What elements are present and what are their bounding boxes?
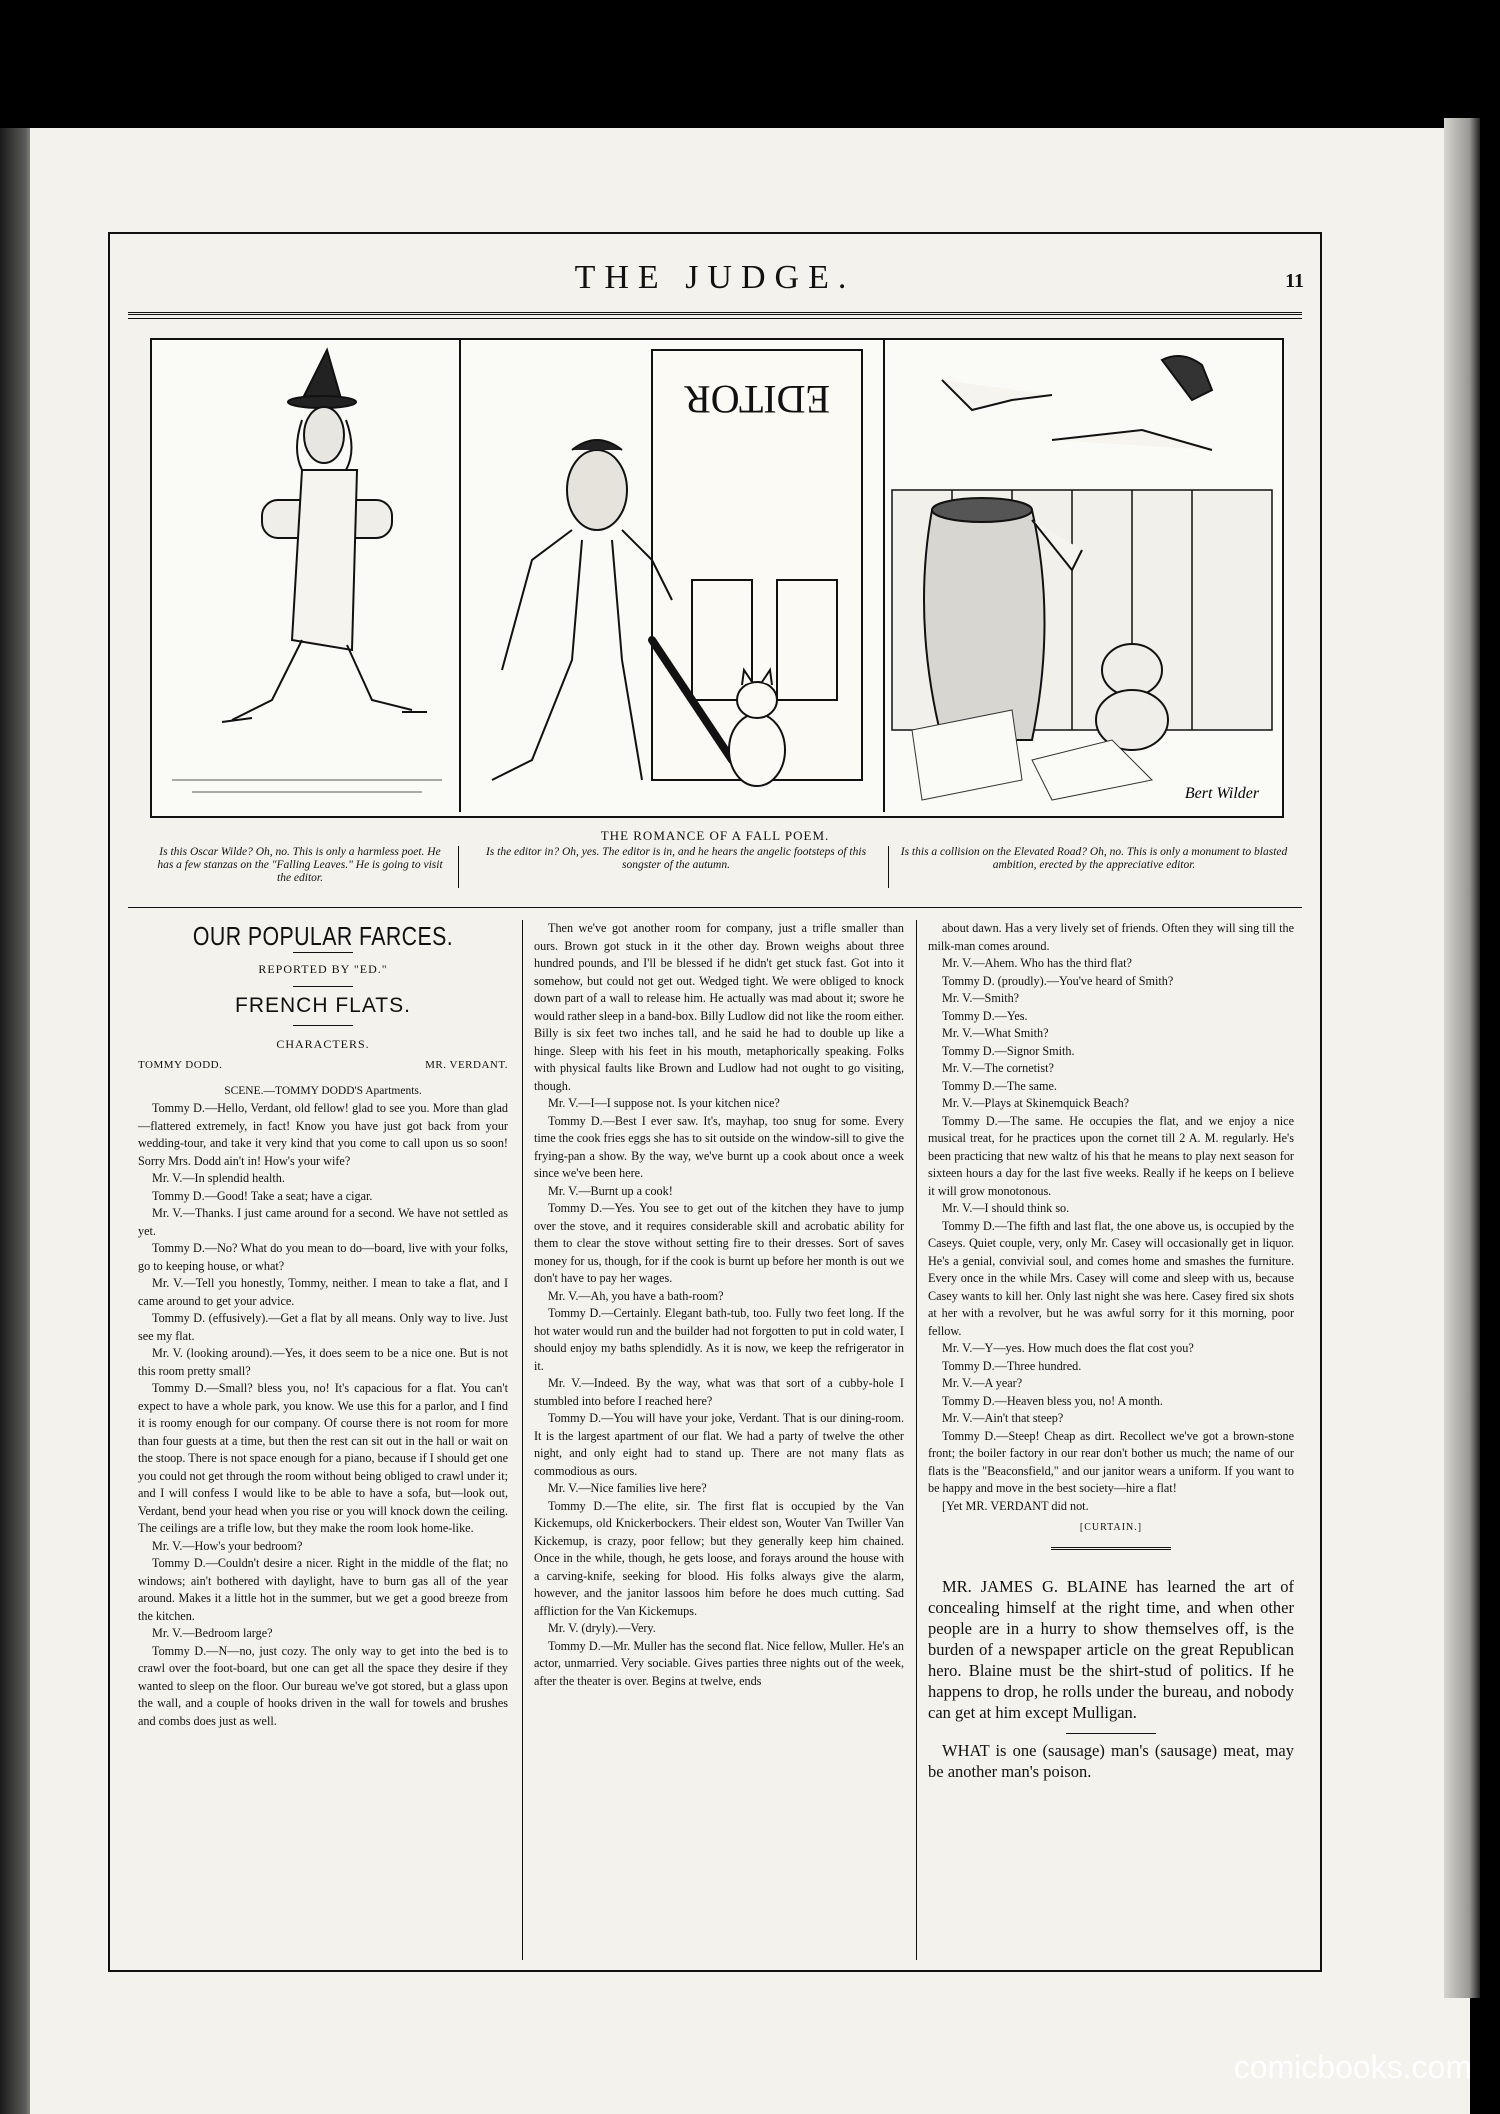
dialogue-line: Mr. V.—Ahem. Who has the third flat? [942, 956, 1132, 970]
door-sign: EDITOR [684, 377, 830, 422]
article-title: OUR POPULAR FARCES. [192, 921, 454, 951]
dialogue-line: [Yet MR. VERDANT did not. [942, 1498, 1089, 1513]
column-divider [916, 920, 917, 1960]
masthead: THE JUDGE. [574, 259, 856, 296]
dialogue-line: Mr. V.—Smith? [942, 991, 1020, 1005]
dialogue-line: Tommy D.—Best I ever saw. It's, mayhap, too snug for some. Every time the cook fries eggs she has to sit outside on the window-sill to give the frying-pan a show. By the way, we've burnt up a cook about once a week since we've been here. [534, 1113, 904, 1180]
artist-signature: Bert Wilder [1184, 785, 1260, 802]
dialogue-line: Tommy D.—The fifth and last flat, the one above us, is occupied by the Caseys. Quiet couple, very, only Mr. Casey will occasionally get in liquor. He's a genial, convivial soul, and comes home and smashes the furniture. Every once in the while Mrs. Casey will come and sleep with us, because Casey wants to kill her. Only last night she was here. Casey fired six shots at her with a revolver, but he was awful sorry for it this morning, poor fellow. [928, 1218, 1294, 1338]
dialogue-line: Mr. V.—Ah, you have a bath-room? [548, 1288, 724, 1303]
dialogue-line: Tommy D.—Three hundred. [942, 1358, 1082, 1373]
dialogue [928, 920, 1294, 1515]
ground-hatching [172, 780, 442, 792]
dialogue-line: Tommy D.—Steep! Cheap as dirt. Recollect we've got a brown-stone front; the boiler factory in our rear don't bother us much; the name of our flats is the "Beaconsfield," and our janitor wears a uniform. If you want to be happy and move in the best society—hire a flat! [928, 1428, 1294, 1495]
dialogue-line: Mr. V.—A year? [942, 1376, 1023, 1390]
caption-panel-1: Is this Oscar Wilde? Oh, no. This is only a harmless poet. He has a few stanzas on the "Falling Leaves." He is going to visit the editor. [157, 846, 443, 884]
dialogue-line: Tommy D.—The elite, sir. The first flat is occupied by the Van Kickemups, old Knickerbockers. Their eldest son, Wouter Van Twiller Van Kickemup, is crazy, poor fellow; but they generally keep him chained. Once in the while, though, he gets loose, and forays around the house with a carving-knife, seeking for blood. His folks always give the alarm, however, and the janitor lassoos him before he does much cutting. Sad affliction for the Van Kickemups. [534, 1498, 904, 1618]
dialogue-line: Mr. V.—What Smith? [942, 1026, 1049, 1040]
column-3 [928, 920, 1294, 1792]
caption-divider [888, 846, 889, 888]
dialogue-line: Tommy D.—The same. [942, 1078, 1057, 1093]
section-rule [128, 907, 1302, 908]
dialogue-line: Tommy D.—Small? bless you, no! It's capacious for a flat. You can't expect to have a whole park, you know. We use this for a parlor, and I find it is roomy enough for our company. Of course there is not room for more than four guests at a time, but then the rest can sit out in the hall or wait on the stoop. There is not space enough for a piano, because if I should get one you could not get through the room without being obliged to crawl under it; and I will confess I would like to be able to have a sofa, but—look out, Verdant, bend your head when you rise or you will knock down the ceiling. The ceilings are a trifle low, but they make the room look home-like. [138, 1381, 508, 1535]
dialogue-line: Mr. V.—Indeed. By the way, what was that sort of a cubby-hole I stumbled into before I reached here? [534, 1376, 904, 1408]
item-divider [1066, 1733, 1156, 1734]
dialogue-line: Tommy D.—Signor Smith. [942, 1043, 1075, 1058]
item-rule [1051, 1547, 1171, 1550]
dialogue-line: Tommy D.—Good! Take a seat; have a cigar. [152, 1188, 373, 1203]
dialogue-line: Mr. V.—I—I suppose not. Is your kitchen nice? [548, 1096, 780, 1110]
dialogue-line: Tommy D. (proudly).—You've heard of Smith? [942, 973, 1174, 988]
dialogue-line: Tommy D.—Yes. You see to get out of the kitchen they have to jump over the stove, and it requires considerable skill and acrobatic ability for them to clear the stove without setting fire to their dresses. Sort of saves money for us, though, for if the cook is burnt up before her month is out we don't have to pay her wages. [534, 1201, 904, 1285]
page-edge [1444, 118, 1480, 1998]
dialogue-line: Mr. V.—Nice families live here? [548, 1481, 707, 1495]
cast-list [138, 1057, 508, 1075]
dialogue-line: Mr. V.—Ain't that steep? [942, 1411, 1064, 1425]
cartoon-strip [150, 338, 1284, 818]
dialogue-line: Mr. V.—Burnt up a cook! [548, 1183, 673, 1198]
dialogue-line: Mr. V.—Plays at Skinemquick Beach? [942, 1096, 1130, 1110]
dialogue-line: Mr. V.—Bedroom large? [152, 1626, 273, 1640]
cartoon-illustration [152, 340, 1278, 812]
editorial-item: WHAT is one (sausage) man's (sausage) meat, may be another man's poison. [928, 1740, 1294, 1781]
dialogue-line: Mr. V.—In splendid health. [152, 1171, 285, 1185]
caption-panel-3: Is this a collision on the Elevated Road? Oh, no. This is only a monument to blasted ambition, erected by the appreciative editor. [900, 846, 1288, 871]
masthead-rule-thin [128, 318, 1302, 319]
column-1 [138, 920, 508, 1730]
dialogue-line: Tommy D.—Mr. Muller has the second flat. Nice fellow, Muller. He's an actor, unmarried. Very sociable. Gives parties three nights out of the week, after the theater is over. Begins at twelve, ends [534, 1638, 904, 1688]
dialogue-line: Tommy D.—Heaven bless you, no! A month. [942, 1393, 1163, 1408]
page-frame [108, 232, 1322, 1972]
dialogue-line: Tommy D.—Hello, Verdant, old fellow! glad to see you. More than glad—flattered extremely, in fact! Know you have just got back from your wedding-tour, and take it very kind that you come to call upon us so soon! Sorry Mrs. Dodd ain't in! How's your wife? [138, 1101, 508, 1168]
dialogue-line: Mr. V.—The cornetist? [942, 1061, 1054, 1075]
dialogue-line: Tommy D.—Couldn't desire a nicer. Right in the middle of the flat; no windows; ain't bothered with daylight, have to burn gas all of the year around. Makes it a little hot in the summer, but we get a good breeze from the kitchen. [138, 1556, 508, 1623]
dialogue-line: about dawn. Has a very lively set of friends. Often they will sing till the milk-man comes around. [928, 921, 1294, 953]
title-rule [293, 952, 353, 953]
dialogue-line: Tommy D.—Certainly. Elegant bath-tub, too. Fully two feet long. If the hot water would run and the builder had not forgotten to put in cold water, I should enjoy my baths splendidly. As it is now, we keep the refrigerator in it. [534, 1306, 904, 1373]
dialogue-line: Tommy D.—No? What do you mean to do—board, live with your folks, go to keeping house, or what? [138, 1241, 508, 1273]
dialogue-line: Mr. V. (looking around).—Yes, it does seem to be a nice one. But is not this room pretty small? [138, 1346, 508, 1378]
cast-member: TOMMY DODD. [138, 1059, 223, 1071]
curtain-note: [CURTAIN.] [1079, 1522, 1143, 1533]
dialogue-line: Mr. V.—How's your bedroom? [152, 1538, 303, 1553]
byline: REPORTED BY "ED." [258, 961, 388, 976]
scene-line: SCENE.—TOMMY DODD'S Apartments. [224, 1084, 422, 1097]
editorial-items [928, 1576, 1294, 1782]
dialogue-line: Mr. V. (dryly).—Very. [548, 1621, 656, 1635]
site-watermark: comicbooks.com [1233, 2049, 1472, 2085]
characters-heading: CHARACTERS. [276, 1036, 370, 1051]
cartoon-title: THE ROMANCE OF A FALL POEM. [600, 828, 830, 843]
dialogue [138, 1100, 508, 1730]
play-title: FRENCH FLATS. [235, 994, 411, 1017]
play-title-rule [293, 1025, 353, 1026]
editorial-item: MR. JAMES G. BLAINE has learned the art of concealing himself at the right time, and when other people are in a hurry to show themselves off, is the burden of a newspaper article on the great Republican hero. Blaine must be the shirt-stud of politics. If he happens to drop, he rolls under the bureau, and nobody can get at him except Mulligan. [928, 1576, 1294, 1722]
barrel [924, 498, 1045, 740]
dialogue-line: Mr. V.—I should think so. [942, 1201, 1070, 1215]
cast-member: MR. VERDANT. [425, 1059, 508, 1071]
column-divider [522, 920, 523, 1960]
dialogue-line: Tommy D.—You will have your joke, Verdant. That is our dining-room. It is the largest apartment of our flat. We had a party of twelve the other night, and only eight had to stand up. There are not many flats as commodious as ours. [534, 1411, 904, 1478]
dialogue-line: Mr. V.—Tell you honestly, Tommy, neither. I mean to take a flat, and I came around to get your advice. [138, 1276, 508, 1308]
dialogue-line: Tommy D.—N—no, just cozy. The only way to get into the bed is to crawl over the foot-board, but one can get all the space they desire if they wanted to sleep on the floor. Our bureau we've got stored, but a glass upon the wall, and a couple of hooks driven in the wall for towels and brushes and combs does just as well. [138, 1643, 508, 1728]
caption-panel-2: Is the editor in? Oh, yes. The editor is in, and he hears the angelic footsteps of this songster of the autumn. [485, 846, 867, 871]
page-number: 11 [1285, 270, 1304, 292]
dialogue-line: Mr. V.—Thanks. I just came around for a second. We have not settled as yet. [138, 1206, 508, 1238]
byline-rule [293, 986, 353, 987]
caption-divider [458, 846, 459, 888]
masthead-rule [128, 312, 1302, 315]
column-2 [534, 920, 904, 1690]
dialogue-line: Then we've got another room for company, just a trifle smaller than ours. Brown got stuck in it the other day. Brown weighs about three hundred pounds, and I'll be blessed if he didn't get stuck fast. Got into it somehow, but could not get out. Wedged tight. We were obliged to knock down part of a wall to release him. He actually was mad about it; swore he would rather sleep in a band-box. Billy Ludlow did not like the room either. Billy is six feet two inches tall, and he said he had to double up like a hinge. Sleep with his feet in his mouth, metaphorically speaking. Folks with physical faults like Brown and Ludlow had not ought to go visiting, though. [534, 921, 904, 1093]
poet-figure [222, 350, 427, 722]
dialogue-line: Tommy D.—Yes. [942, 1008, 1028, 1023]
dialogue-line: Mr. V.—Y—yes. How much does the flat cost you? [942, 1341, 1194, 1355]
dialogue [534, 920, 904, 1690]
dialogue-line: Tommy D. (effusively).—Get a flat by all means. Only way to live. Just see my flat. [138, 1311, 508, 1343]
dialogue-line: Tommy D.—The same. He occupies the flat, and we enjoy a nice musical treat, for he practices upon the cornet till 2 A. M. regularly. He's been practicing that new waltz of his that he means to play next season for sixteen hours a day for the last five weeks. Really if he keeps on I believe it will grow monotonous. [928, 1113, 1294, 1198]
